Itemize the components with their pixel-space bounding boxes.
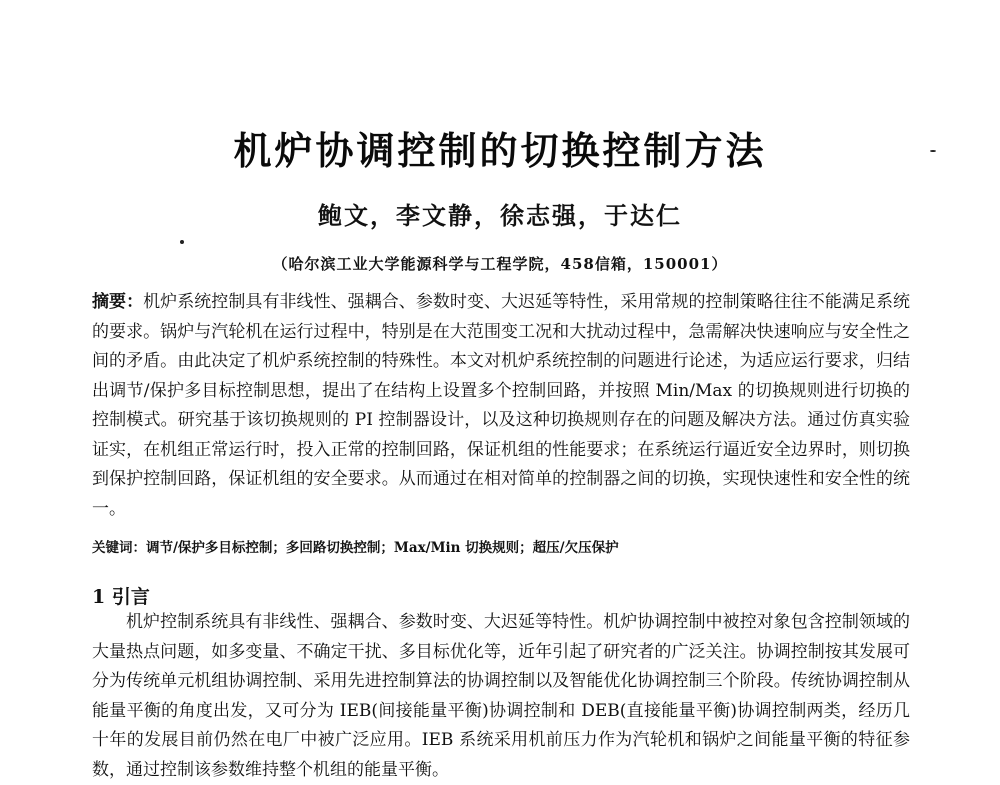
paper-affiliation: （哈尔滨工业大学能源科学与工程学院，458信箱，150001） [272,255,728,273]
abstract-label: 摘要： [92,292,144,312]
abstract-text: 机炉系统控制具有非线性、强耦合、参数时变、大迟延等特性，采用常规的控制策略往往不能满足系统的要求。锅炉与汽轮机在运行过程中，特别是在大范围变工况和大扰动过程中，急需解决快速响应与安全性之间的矛盾。由此决定了机炉系统控制的特殊性。本文对机炉系统控制的问题进行论述，为适应运行要求，归结出调节/保护多目标控制思想，提出了在结构上设置多个控制回路，并按照 Min/Max 的切换规则进行切换的控制模式。研究基于该切换规则的 PI 控制器设计，以及这种切换规则存在的问题及解决方法。通过仿真实验证实，在机组正常运行时，投入正常的控制回路，保证机组的性能要求；在系统运行逼近安全边界时，则切换到保护控制回路，保证机组的安全要求。从而通过在相对简单的控制器之间的切换，实现快速性和安全性的统一。 [92,292,911,519]
keywords-line: 关键词：调节/保护多目标控制；多回路切换控制；Max/Min 切换规则；超压/欠压保护 [92,540,619,556]
introduction-paragraph: 机炉控制系统具有非线性、强耦合、参数时变、大迟延等特性。机炉协调控制中被控对象包含控制领域的大量热点问题，如多变量、不确定干扰、多目标优化等，近年引起了研究者的广泛关注。协调控制按其发展可分为传统单元机组协调控制、采用先进控制算法的协调控制以及智能优化协调控制三个阶段。传统协调控制从能量平衡的角度出发，又可分为 IEB(间接能量平衡)协调控制和 DEB(直接能量平衡)协调控制两类，经历几十年的发展目前仍然在电厂中被广泛应用。IEB 系统采用机前压力作为汽轮机和锅炉之间能量平衡的特征参数，通过控制该参数维持整个机组的能量平衡。 [92,612,910,780]
paper-authors: 鲍文，李文静，徐志强，于达仁 [318,201,682,230]
section-heading-introduction: 1 引言 [92,586,150,608]
scan-speck [930,150,936,152]
paper-title: 机炉协调控制的切换控制方法 [233,129,767,173]
scan-speck [180,240,184,244]
abstract-paragraph [92,288,910,524]
